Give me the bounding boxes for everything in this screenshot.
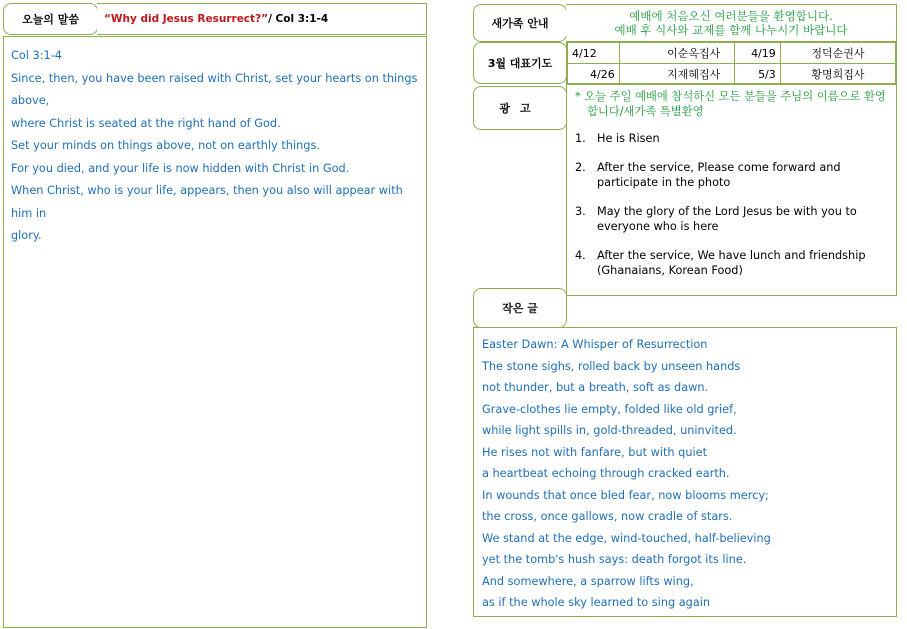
scripture-passage	[3, 36, 427, 628]
prayer-date: 5/3	[735, 64, 781, 85]
list-item	[575, 204, 890, 234]
prayer-name: 이순옥집사	[619, 43, 735, 64]
essay-poem	[473, 327, 897, 617]
newcomer-section-label: 새가족 안내	[473, 4, 567, 42]
item-number: 4.	[575, 249, 586, 262]
poem-line: In wounds that once bled fear, now blooms mercy;	[482, 488, 769, 502]
scripture-line: Since, then, you have been raised with Christ, set your hearts on things above,	[11, 71, 418, 107]
prayer-name: 정덕순권사	[780, 43, 895, 64]
list-item	[575, 248, 890, 278]
sermon-title-text: “Why did Jesus Resurrect?”	[104, 13, 269, 25]
prayer-date: 4/19	[735, 43, 781, 64]
poem-line: a heartbeat echoing through cracked earth.	[482, 467, 730, 480]
item-number: 2.	[575, 161, 586, 174]
scripture-line: Col 3:1-4	[11, 49, 62, 62]
scripture-line: glory.	[11, 229, 42, 242]
announcement-welcome: * 오늘 주일 예배에 참석하신 모든 분들을 주님의 이름으로 환영합니다/새가족 특별환영	[575, 90, 886, 118]
poem-line: the cross, once gallows, now cradle of stars.	[482, 510, 733, 523]
prayer-date: 4/12	[568, 43, 620, 64]
table-row	[568, 43, 896, 64]
poem-line: not thunder, but a breath, soft as dawn.	[482, 381, 709, 394]
item-number: 3.	[575, 205, 586, 218]
item-text: After the service, Please come forward and participate in the photo	[597, 161, 841, 189]
item-text: He is Risen	[597, 132, 660, 145]
list-item	[575, 131, 890, 146]
newcomer-line: 예배에 처음오신 여러분들을 환영합니다.	[629, 9, 833, 23]
poem-line: yet the tomb's hush says: death forgot its line.	[482, 553, 747, 566]
scripture-line: Set your minds on things above, not on earthly things.	[11, 139, 320, 152]
prayer-name: 황명희집사	[780, 64, 895, 85]
item-text: May the glory of the Lord Jesus be with you to everyone who is here	[597, 205, 857, 233]
scripture-line: where Christ is seated at the right hand of God.	[11, 116, 281, 130]
item-text: After the service, We have lunch and friendship (Ghanaians, Korean Food)	[597, 249, 866, 277]
scripture-line: For you died, and your life is now hidden with Christ in God.	[11, 161, 350, 175]
essay-section-label: 작은 글	[473, 288, 567, 328]
poem-line: while light spills in, gold-threaded, uninvited.	[482, 424, 737, 437]
sermon-reference: / Col 3:1-4	[268, 13, 329, 25]
poem-line: Grave-clothes lie empty, folded like old grief,	[482, 402, 737, 416]
table-row	[568, 64, 896, 85]
announcements	[566, 84, 897, 296]
verse-section-label: 오늘의 말씀	[3, 3, 98, 35]
scripture-line: When Christ, who is your life, appears, then you also will appear with him in	[11, 184, 403, 220]
poem-line: He rises not with fanfare, but with quiet	[482, 445, 708, 459]
newcomer-welcome	[566, 4, 897, 42]
newcomer-line: 예배 후 식사와 교제를 함께 나누시기 바랍니다	[614, 23, 848, 37]
announcements-section-label: 광고	[473, 86, 567, 130]
sermon-title	[97, 3, 427, 35]
list-item	[575, 160, 890, 190]
prayer-section-label: 3월 대표기도	[473, 42, 567, 84]
poem-line: Easter Dawn: A Whisper of Resurrection	[482, 338, 708, 351]
prayer-date: 4/26	[568, 64, 620, 85]
prayer-schedule-table	[566, 41, 897, 84]
poem-line: And somewhere, a sparrow lifts wing,	[482, 574, 694, 588]
prayer-name: 지재혜집사	[619, 64, 735, 85]
poem-line: We stand at the edge, wind-touched, half-believing	[482, 531, 771, 545]
poem-line: as if the whole sky learned to sing again	[482, 596, 711, 609]
poem-line: The stone sighs, rolled back by unseen hands	[482, 359, 741, 373]
item-number: 1.	[575, 132, 586, 145]
